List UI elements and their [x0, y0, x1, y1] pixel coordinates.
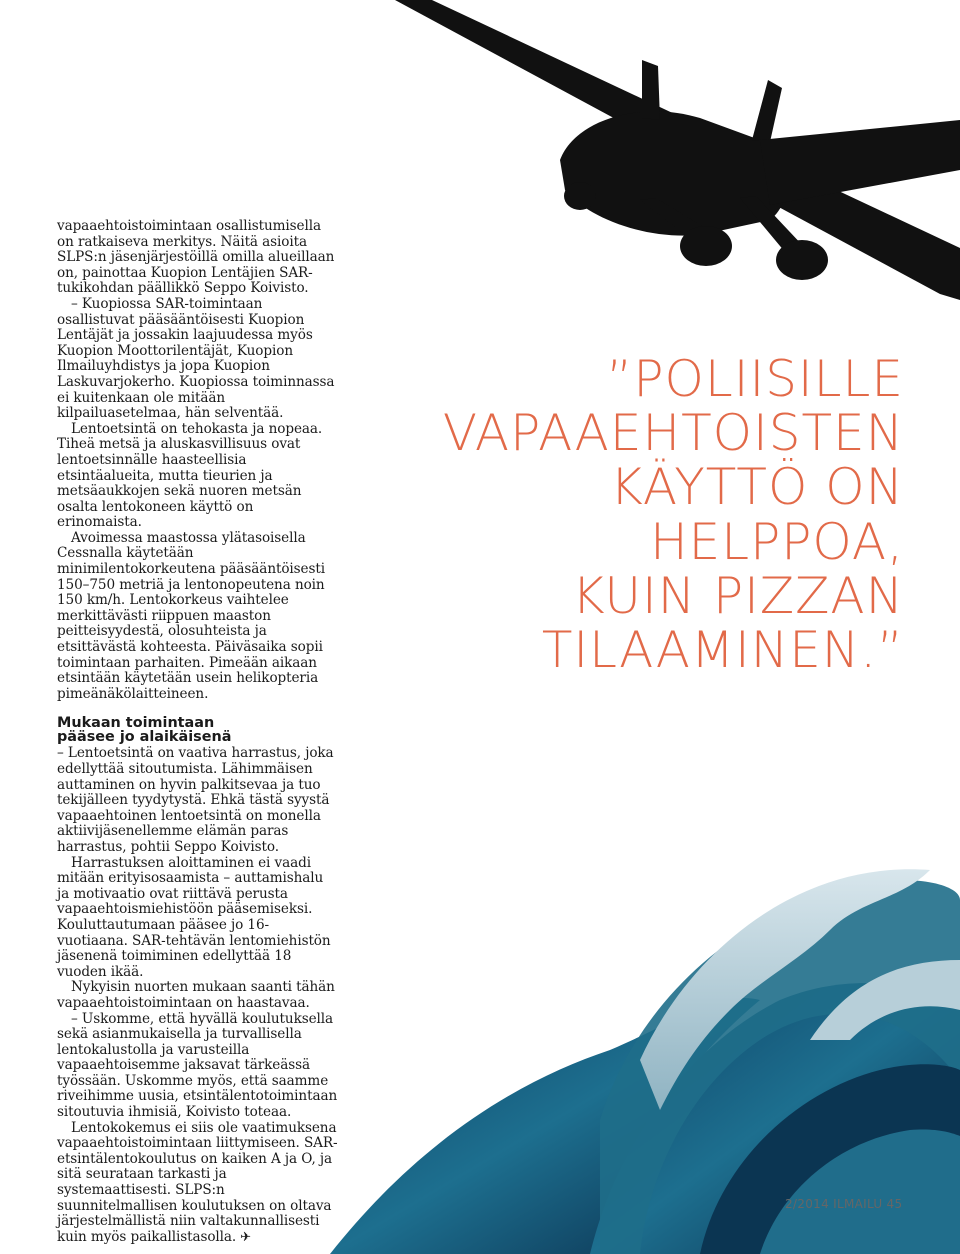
section-heading-line: pääsee jo alaikäisenä: [57, 729, 232, 746]
article-paragraph: [57, 1121, 339, 1246]
article-paragraph: Avoimessa maastossa ylätasoisella Cessnalla käytetään minimilentokorkeutena pääsääntöisesti 150–750 metriä ja lentonopeutena noin 150 km/h. Lentokorkeus vaihtelee merkittävästi riippuen maaston peitteisyydestä, olosuhteista ja etsittävästä kohteesta. Päiväsaika sopii toimintaan parhaiten. Pimeään aikaan etsintään käytetään usein helikopteria pimeänäkölaitteineen.: [57, 529, 325, 702]
article-paragraph: Lentoetsintä on tehokasta ja nopeaa. Tiheä metsä ja aluskasvillisuus ovat lentoetsinnälle haasteellisia etsintäalueita, mutta tieurien ja metsäaukkojen sekä nuoren metsän osalta lentokoneen käyttö on erinomaista.: [57, 420, 323, 531]
pull-quote-line: ”POLIISILLE: [606, 350, 904, 408]
plane-end-icon: ✈: [240, 1229, 251, 1245]
article-paragraph: – Lentoetsintä on vaativa harrastus, joka edellyttää sitoutumista. Lähimmäisen auttaminen on hyvin palkitsevaa ja tuo tekijälleen tyydytystä. Ehkä tästä syystä vapaaehtoinen lentoetsintä on monella aktiivijäsenellemme elämän paras harrastus, pohtii Seppo Koivisto.: [57, 745, 334, 855]
pull-quote-line: TILAAMINEN.”: [541, 621, 904, 680]
pull-quote: [384, 350, 904, 680]
page-footer: 2/2014 ILMAILU 45: [785, 1197, 903, 1211]
article-paragraph: – Kuopiossa SAR-toimintaan osallistuvat pääsääntöisesti Kuopion Lentäjät ja jossakin laajuudessa myös Kuopion Moottorilentäjät, Kuopion Ilmailuyhdistys ja jopa Kuopion Laskuvarjokerho. Kuopiossa toiminnassa ei kuitenkaan ole mitään kilpailuasetelmaa, hän selventää.: [57, 295, 335, 422]
pull-quote-line: VAPAAEHTOISTEN: [442, 404, 904, 463]
article-column: [57, 219, 339, 1245]
section-heading: [57, 716, 339, 744]
pull-quote-line: KÄYTTÖ ON: [610, 458, 904, 517]
article-paragraph: Harrastuksen aloittaminen ei vaadi mitään erityisosaamista – auttamishalu ja motivaatio ovat riittävä perusta vapaaehtoismiehistöön pääsemiseksi. Kouluttautumaan pääsee jo 16-vuotiaana. SAR-tehtävän lentomiehistön jäsenenä toimiminen edellyttää 18 vuoden ikää.: [57, 854, 331, 980]
article-paragraph: Nykyisin nuorten mukaan saanti tähän vapaaehtoistoimintaan on haastavaa.: [57, 979, 335, 1011]
article-paragraph: – Uskomme, että hyvällä koulutuksella sekä asianmukaisella ja turvallisella lentokalustolla ja varusteilla vapaaehtoisemme jaksavat tärkeässä työssään. Uskomme myös, että saamme riveihimme uusia, etsintälentotoimintaan sitoutuvia ihmisiä, Koivisto toteaa.: [57, 1010, 338, 1121]
article-paragraph: vapaaehtoistoimintaan osallistumisella on ratkaiseva merkitys. Näitä asioita SLPS:n jäsenjärjestöillä omilla alueillaan on, painottaa Kuopion Lentäjien SAR-tukikohdan päällikkö Seppo Koivisto.: [57, 218, 335, 297]
pull-quote-line: HELPPOA,: [650, 512, 904, 571]
pull-quote-line: KUIN PIZZAN: [571, 566, 904, 625]
section-heading-line: Mukaan toimintaan: [57, 715, 215, 732]
article-paragraph-text: Lentokokemus ei siis ole vaatimuksena vapaaehtoistoimintaan liittymiseen. SAR-etsintälentokoulutus on kaiken A ja O, ja sitä seurataan tarkasti ja systemaattisesti. SLPS:n suunnitelmallisen koulutuksen on oltava järjestelmällistä niin valtakunnallisesti kuin myös paikallistasolla.: [57, 1119, 338, 1245]
